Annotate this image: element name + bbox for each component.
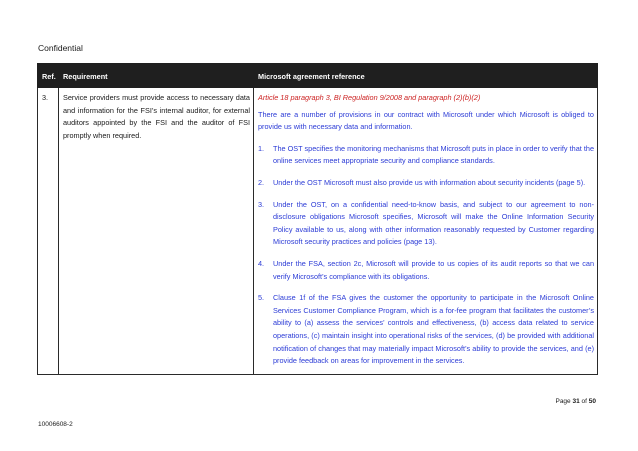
requirements-table — [37, 63, 598, 375]
column-header-ref: Ref. — [38, 64, 59, 88]
citation-text: Article 18 paragraph 3, BI Regulation 9/2008 and paragraph (2)(b)(2) — [258, 93, 481, 102]
table-row — [38, 88, 598, 375]
reference-points — [258, 143, 594, 368]
list-item: 3. Under the OST, on a confidential need-to-know basis, and subject to our agreement to non-disclosure obligations Microsoft specifies, Microsoft will make the Online Information Security Policy available to us, along with other information reasonably requested by Customer regarding Microsoft security practices and policies (page 13). — [258, 199, 594, 247]
column-header-requirement: Requirement — [59, 64, 254, 88]
column-header-reference: Microsoft agreement reference — [254, 64, 598, 88]
page-number: Page 31 of 50 — [555, 398, 596, 405]
list-item: 4. Under the FSA, section 2c, Microsoft will provide to us copies of its audit reports so that we can verify Microsoft’s compliance with its obligations. — [258, 258, 594, 281]
list-item: 2. Under the OST Microsoft must also provide us with information about security incidents (page 5). — [258, 177, 586, 187]
reference-intro: There are a number of provisions in our contract with Microsoft under which Microsoft is obliged to provide us with necessary data and information. — [258, 109, 594, 132]
table-header-row — [38, 64, 598, 88]
reference-cell — [254, 88, 598, 375]
list-item: 5. Clause 1f of the FSA gives the customer the opportunity to participate in the Microsoft Online Services Customer Compliance Program, which is a for-fee program that facilitates the customer’s ability to (a) assess the services’ controls and effectiveness, (b) access data related to service operations, (c) maintain insight into operational risks of the services, (d) be provided with additional notification of changes that may materially impact Microsoft’s ability to provide the services, and (e) provide feedback on areas for improvement in the services. — [258, 293, 594, 366]
confidential-label: Confidential — [38, 43, 83, 53]
requirement-cell: Service providers must provide access to necessary data and information for the FSI’s internal auditor, for external auditors appointed by the FSI and the auditor of FSI promptly when required. — [59, 88, 254, 375]
list-item: 1. The OST specifies the monitoring mechanisms that Microsoft puts in place in order to verify that the online services meet appropriate security and compliance standards. — [258, 143, 594, 166]
ref-cell: 3. — [38, 88, 59, 375]
document-id: 10006608-2 — [38, 421, 73, 428]
